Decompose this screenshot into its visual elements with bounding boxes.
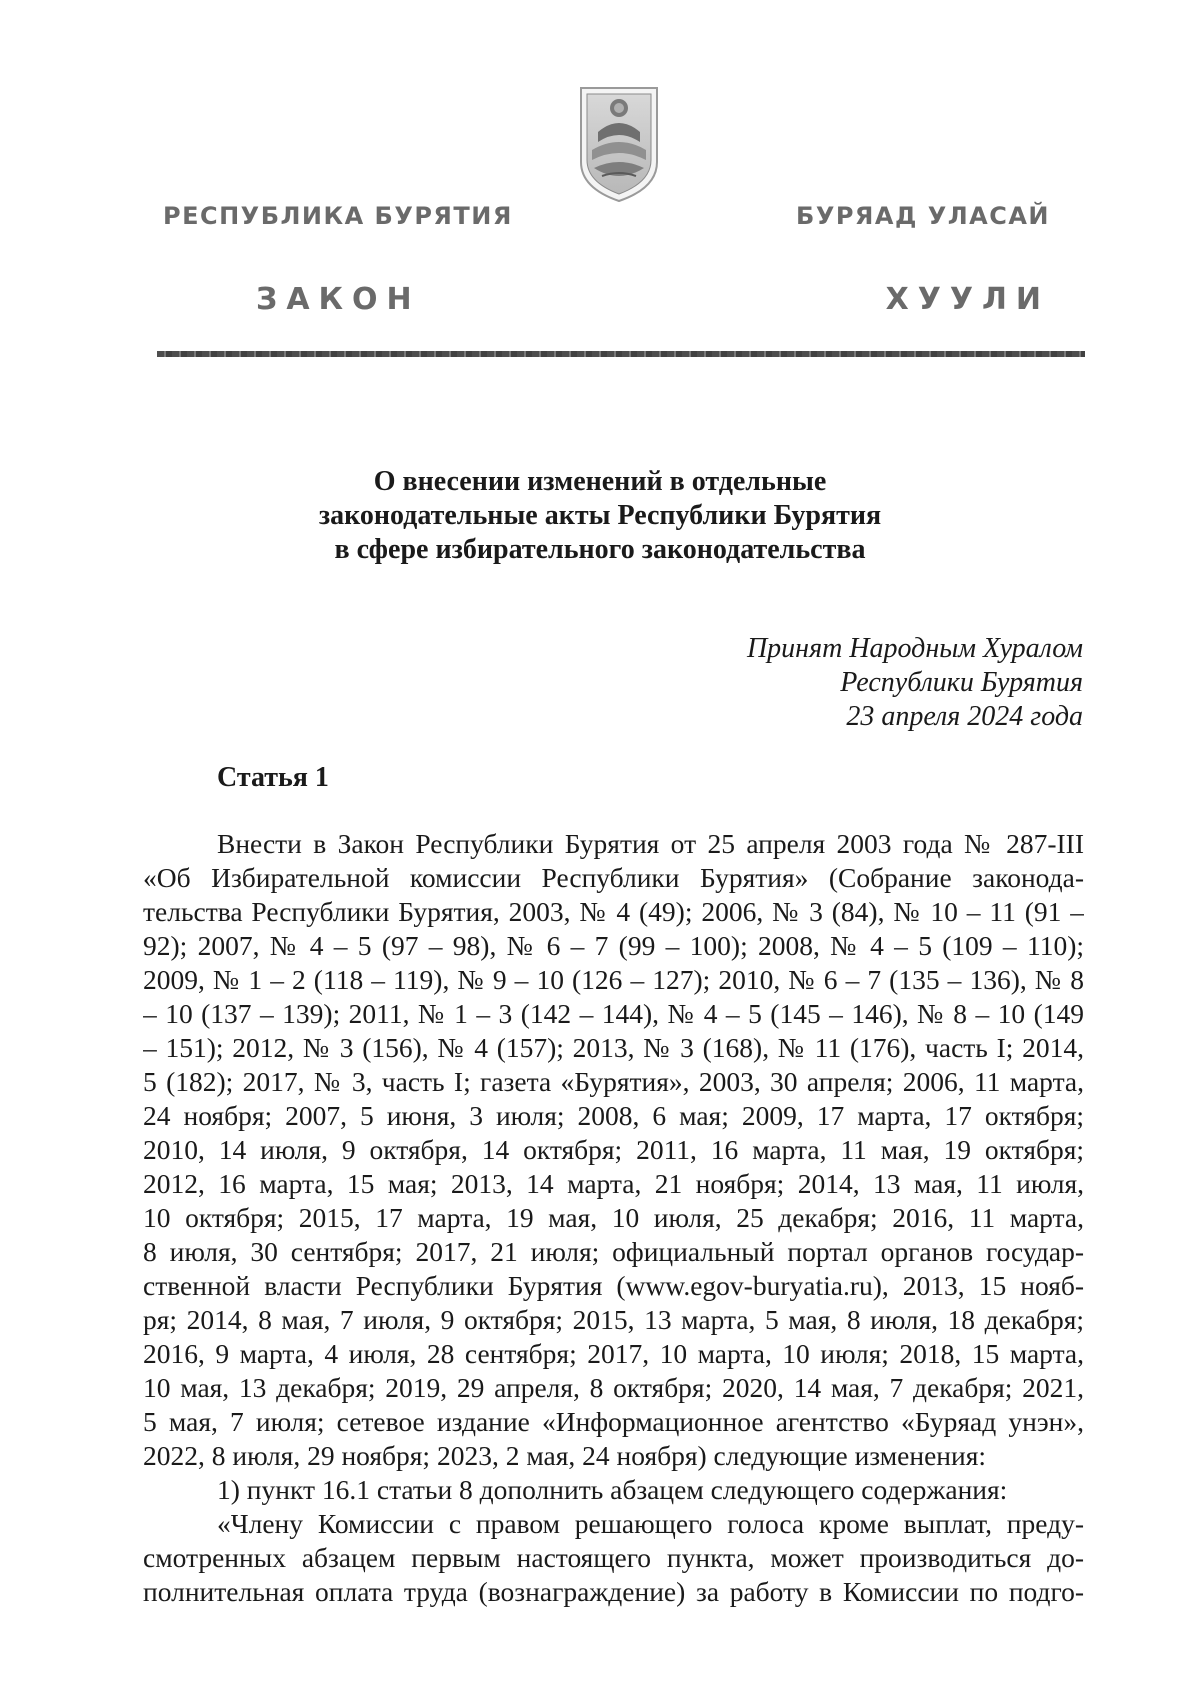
body-line: 2016, 9 марта, 4 июля, 28 сентября; 2017, 10 марта, 10 июля; 2018, 15 марта, (143, 1338, 1084, 1369)
body-line: ря; 2014, 8 мая, 7 июля, 9 октября; 2015, 13 марта, 5 мая, 8 июля, 18 декабря; (143, 1304, 1084, 1335)
document-title (200, 465, 1000, 567)
title-line: законодательные акты Республики Бурятия (318, 500, 882, 531)
body-line: смотренных абзацем первым настоящего пункта, может производиться до- (143, 1542, 1084, 1573)
title-line: в сфере избирательного законодательства (334, 534, 866, 565)
body-line: Внести в Закон Республики Бурятия от 25 апреля 2003 года № 287-III (217, 828, 1084, 859)
body-line: 92); 2007, № 4 – 5 (97 – 98), № 6 – 7 (99 – 100); 2008, № 4 – 5 (109 – 110); (143, 930, 1084, 961)
body-line: 1) пункт 16.1 статьи 8 дополнить абзацем следующего содержания: (217, 1474, 1008, 1505)
body-line: 2022, 8 июля, 29 ноября; 2023, 2 мая, 24 ноября) следующие изменения: (143, 1440, 987, 1471)
body-line: 10 мая, 13 декабря; 2019, 29 апреля, 8 октября; 2020, 14 мая, 7 декабря; 2021, (143, 1372, 1084, 1403)
body-line: 24 ноября; 2007, 5 июня, 3 июля; 2008, 6 мая; 2009, 17 марта, 17 октября; (143, 1100, 1084, 1131)
body-line: 2010, 14 июля, 9 октября, 14 октября; 2011, 16 марта, 11 мая, 19 октября; (143, 1134, 1084, 1165)
body-line: тельства Республики Бурятия, 2003, № 4 (49); 2006, № 3 (84), № 10 – 11 (91 – (143, 896, 1084, 927)
body-line: – 151); 2012, № 3 (156), № 4 (157); 2013, № 3 (168), № 11 (176), часть I; 2014, (143, 1032, 1084, 1063)
adoption-note (747, 632, 1083, 734)
adoption-line: Республики Бурятия (840, 667, 1083, 698)
document-type-russian: ЗАКОН (256, 282, 421, 317)
document-type-buryat: ХУУЛИ (885, 282, 1050, 317)
body-line: 8 июля, 30 сентября; 2017, 21 июля; официальный портал органов государ- (143, 1236, 1084, 1267)
coat-of-arms-icon (578, 84, 660, 204)
title-line: О внесении изменений в отдельные (373, 466, 827, 497)
body-line: 2009, № 1 – 2 (118 – 119), № 9 – 10 (126 – 127); 2010, № 6 – 7 (135 – 136), № 8 (143, 964, 1084, 995)
body-line: «Об Избирательной комиссии Республики Бурятия» (Собрание законода- (143, 862, 1084, 893)
body-line: – 10 (137 – 139); 2011, № 1 – 3 (142 – 144), № 4 – 5 (145 – 146), № 8 – 10 (149 (143, 998, 1084, 1029)
article-heading: Статья 1 (217, 762, 329, 793)
adoption-date: 23 апреля 2024 года (846, 701, 1083, 732)
region-name-russian: РЕСПУБЛИКА БУРЯТИЯ (163, 202, 513, 230)
article-body (143, 827, 1084, 1609)
body-line: «Члену Комиссии с правом решающего голоса кроме выплат, преду- (217, 1508, 1084, 1539)
adoption-line: Принят Народным Хуралом (746, 633, 1083, 664)
body-line: 10 октября; 2015, 17 марта, 19 мая, 10 июля, 25 декабря; 2016, 11 марта, (143, 1202, 1084, 1233)
header-divider (157, 351, 1085, 357)
body-line: ственной власти Республики Бурятия (www.egov-buryatia.ru), 2013, 15 нояб- (143, 1270, 1084, 1301)
body-line: 2012, 16 марта, 15 мая; 2013, 14 марта, 21 ноября; 2014, 13 мая, 11 июля, (143, 1168, 1084, 1199)
region-name-buryat: БУРЯАД УЛАСАЙ (796, 202, 1050, 230)
body-line: 5 (182); 2017, № 3, часть I; газета «Бурятия», 2003, 30 апреля; 2006, 11 марта, (143, 1066, 1084, 1097)
body-line: 5 мая, 7 июля; сетевое издание «Информационное агентство «Буряад унэн», (143, 1406, 1084, 1437)
body-line: полнительная оплата труда (вознаграждение) за работу в Комиссии по подго- (143, 1576, 1084, 1607)
